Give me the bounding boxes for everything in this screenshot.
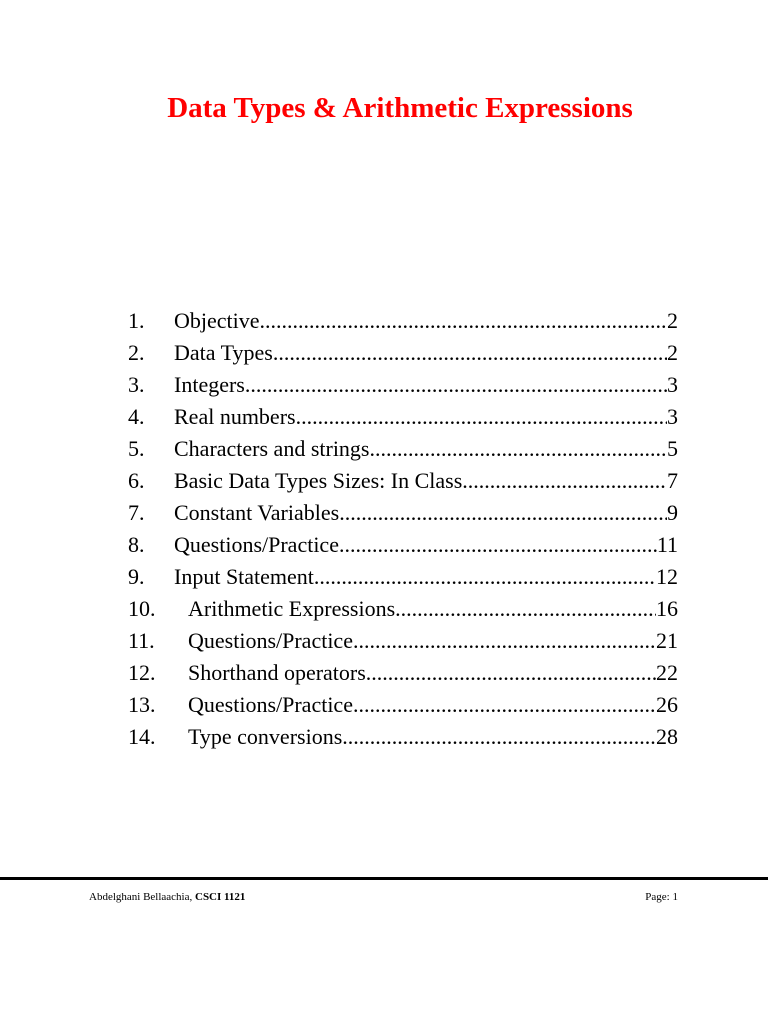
toc-title: Basic Data Types Sizes: In Class	[174, 468, 463, 493]
toc-number: 7.	[128, 500, 145, 525]
toc-number: 1.	[128, 308, 145, 333]
toc-title: Real numbers	[174, 404, 296, 429]
toc-leader-dots	[395, 593, 656, 625]
toc-leader-dots	[339, 529, 657, 561]
toc-page-number: 5	[667, 436, 678, 461]
footer-author	[89, 891, 245, 903]
toc-page-number: 26	[656, 692, 678, 717]
toc-number: 8.	[128, 532, 145, 557]
toc-entry-10	[128, 593, 678, 625]
toc-page-number: 22	[656, 660, 678, 685]
toc-number: 2.	[128, 340, 145, 365]
toc-number: 6.	[128, 468, 145, 493]
toc-number: 12.	[128, 660, 156, 685]
table-of-contents	[128, 305, 678, 753]
toc-number: 14.	[128, 724, 156, 749]
toc-page-number: 9	[667, 500, 678, 525]
toc-title: Integers	[174, 372, 245, 397]
toc-title: Characters and strings	[174, 436, 370, 461]
toc-number: 5.	[128, 436, 145, 461]
toc-title: Type conversions	[188, 724, 343, 749]
toc-page-number: 3	[667, 372, 678, 397]
toc-entry-4	[128, 401, 678, 433]
toc-leader-dots	[366, 657, 656, 689]
toc-page-number: 16	[656, 596, 678, 621]
toc-entry-9	[128, 561, 678, 593]
toc-leader-dots	[273, 337, 667, 369]
toc-number: 11.	[128, 628, 155, 653]
toc-entry-14	[128, 721, 678, 753]
toc-leader-dots	[260, 305, 667, 337]
toc-number: 10.	[128, 596, 156, 621]
toc-leader-dots	[353, 625, 656, 657]
footer-page-number: Page: 1	[645, 891, 678, 903]
toc-number: 3.	[128, 372, 145, 397]
toc-page-number: 28	[656, 724, 678, 749]
toc-title: Questions/Practice	[188, 692, 353, 717]
toc-page-number: 7	[667, 468, 678, 493]
toc-number: 9.	[128, 564, 145, 589]
toc-entry-13	[128, 689, 678, 721]
toc-entry-2	[128, 337, 678, 369]
toc-leader-dots	[370, 433, 668, 465]
footer-divider	[0, 877, 768, 880]
toc-page-number: 2	[667, 308, 678, 333]
toc-number: 4.	[128, 404, 145, 429]
toc-leader-dots	[462, 465, 667, 497]
toc-entry-5	[128, 433, 678, 465]
document-title: Data Types & Arithmetic Expressions	[167, 92, 633, 124]
toc-title: Input Statement	[174, 564, 314, 589]
toc-title: Questions/Practice	[174, 532, 339, 557]
toc-title: Shorthand operators	[188, 660, 366, 685]
toc-page-number: 12	[656, 564, 678, 589]
toc-entry-12	[128, 657, 678, 689]
toc-title: Constant Variables	[174, 500, 340, 525]
toc-leader-dots	[314, 561, 656, 593]
toc-entry-6	[128, 465, 678, 497]
toc-leader-dots	[339, 497, 667, 529]
footer-author-name: Abdelghani Bellaachia,	[89, 891, 195, 903]
toc-entry-1	[128, 305, 678, 337]
toc-entry-7	[128, 497, 678, 529]
footer-course-code: CSCI 1121	[195, 891, 246, 903]
toc-leader-dots	[245, 369, 667, 401]
toc-entry-11	[128, 625, 678, 657]
toc-leader-dots	[296, 401, 667, 433]
toc-leader-dots	[342, 721, 656, 753]
toc-title: Objective	[174, 308, 260, 333]
toc-number: 13.	[128, 692, 156, 717]
toc-entry-3	[128, 369, 678, 401]
toc-page-number: 11	[656, 532, 678, 557]
toc-title: Data Types	[174, 340, 273, 365]
toc-title: Arithmetic Expressions	[188, 596, 396, 621]
toc-title: Questions/Practice	[188, 628, 353, 653]
toc-page-number: 2	[667, 340, 678, 365]
toc-leader-dots	[353, 689, 656, 721]
toc-page-number: 3	[667, 404, 678, 429]
toc-entry-8	[128, 529, 678, 561]
toc-page-number: 21	[656, 628, 678, 653]
